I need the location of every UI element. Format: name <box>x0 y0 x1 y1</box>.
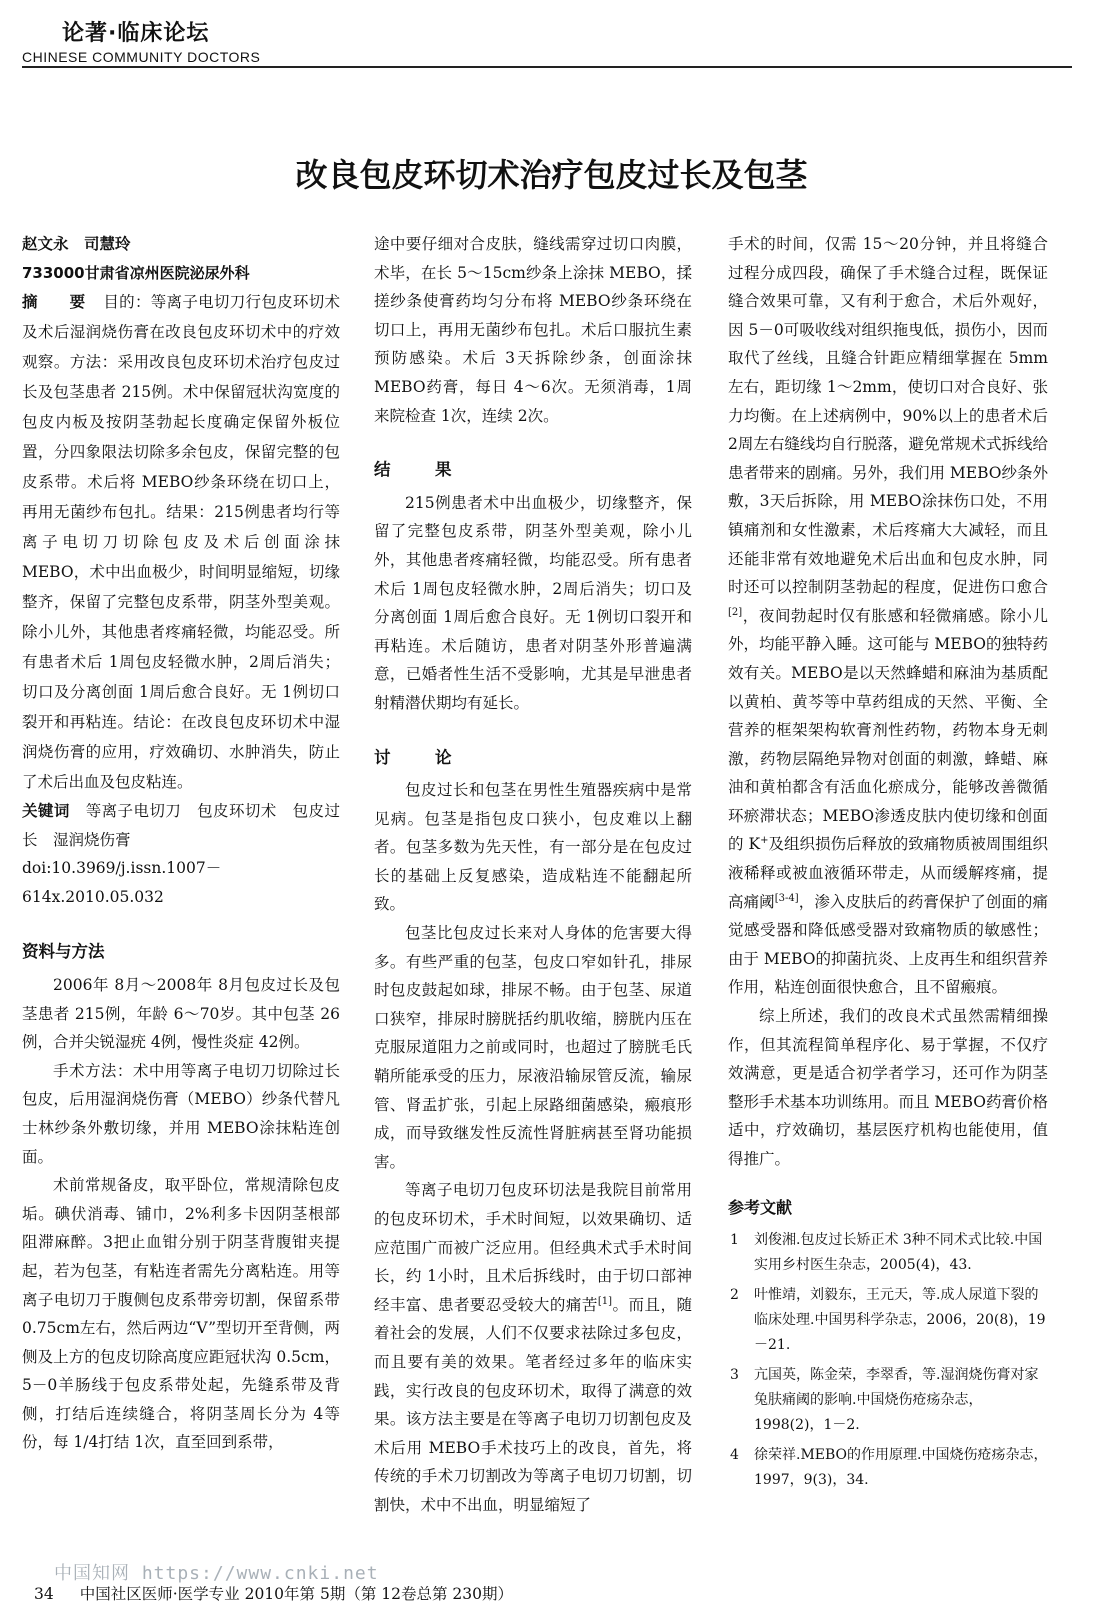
keywords-text: 等离子电切刀 包皮环切术 包皮过长 湿润烧伤膏 <box>22 802 340 849</box>
column-1 <box>22 230 340 1457</box>
reference-item <box>728 1363 1048 1438</box>
potassium-superscript: + <box>760 835 769 847</box>
reference-item <box>728 1443 1048 1493</box>
citation-3-4[interactable]: [3-4] <box>774 892 799 904</box>
affiliation: 733000甘肃省凉州医院泌尿外科 <box>22 263 250 282</box>
cnki-watermark: 中国知网 https://www.cnki.net <box>54 1563 379 1584</box>
methods-paragraph: 术前常规备皮，取平卧位，常规清除包皮垢。碘伏消毒、铺巾，2%利多卡因阴茎根部阻滞麻醉。3把止血钳分别于阴茎背腹钳夹提起，若为包茎，有粘连者需先分离粘连。用等离子电切刀于腹侧包皮系带旁切割，保留系带 0.75cm左右，然后两边“V”型切开至背侧，两侧及上方的包皮切除高度应距冠状沟 0.5cm，5－0羊肠线于包皮系带处起，先缝系带及背侧，打结后连续缝合，将阴茎周长分为 4等份，每 1/4打结 1次，直至回到系带， <box>22 1176 341 1452</box>
citation-1[interactable]: [1] <box>597 1295 613 1307</box>
discussion-continued <box>728 230 1048 1002</box>
discussion-text: 手术的时间，仅需 15～20分钟，并且将缝合过程分成四段，确保了手术缝合过程，既保证缝合效果可靠，又有利于愈合，术后外观好，因 5－0可吸收线对组织拖曳低，损伤小，因而取代了丝线，且缝合针距应精细掌握在 5mm左右，距切缘 1～2mm，使切口对合良好、张力均衡。在上述病例中，90%以上的患者术后 2周左右缝线均自行脱落，避免常规术式拆线给患者带来的剧痛。另外，我们用 MEBO纱条外敷，3天后拆除，用 MEBO涂抹伤口处，不用镇痛剂和女性激素，术后疼痛大大减轻，而且还能非常有效地避免术后出血和包皮水肿，同时还可以控制阴茎勃起的程度，促进伤口愈合 <box>728 235 1048 597</box>
reference-number: 3 <box>730 1367 739 1384</box>
references-heading: 参考文献 <box>728 1197 793 1217</box>
methods-paragraph: 2006年 8月～2008年 8月包皮过长及包茎患者 215例，年龄 6～70岁。其中包茎 26例，合并尖锐湿疣 4例，慢性炎症 42例。 <box>22 975 340 1052</box>
journal-name-en: CHINESE COMMUNITY DOCTORS <box>22 49 261 65</box>
journal-section-label: 论著·临床论坛 <box>62 21 210 46</box>
reference-number: 1 <box>730 1232 739 1249</box>
page-number: 34 <box>34 1585 54 1603</box>
column-2 <box>374 230 692 1520</box>
discussion-text: ，渗入皮肤后的药膏保护了创面的痛觉感受器和降低感受器对致痛物质的敏感性；由于 MEBO的抑菌抗炎、上皮再生和组织营养作用，粘连创面很快愈合，且不留瘢痕。 <box>728 892 1048 997</box>
discussion-heading: 讨 论 <box>374 747 466 767</box>
reference-text: 亢国英，陈金荣，李翠香，等.湿润烧伤膏对家兔肤痛阈的影响.中国烧伤疮疡杂志，1998(2)，1－2. <box>754 1367 1039 1434</box>
keywords-label: 关键词 <box>22 802 70 821</box>
discussion-paragraph: 包皮过长和包茎在男性生殖器疾病中是常见病。包茎是指包皮口狭小，包皮难以上翻者。包茎多数为先天性，有一部分是在包皮过长的基础上反复感染，造成粘连不能翻起所致。 <box>374 781 692 914</box>
reference-text: 徐荣祥.MEBO的作用原理.中国烧伤疮疡杂志，1997，9(3)，34. <box>754 1447 1048 1489</box>
discussion-text: 。而且，随着社会的发展，人们不仅要求祛除过多包皮，而且要有美的效果。笔者经过多年的临床实践，实行改良的包皮环切术，取得了满意的效果。该方法主要是在等离子电切刀切割包皮及术后用 MEBO手术技巧上的改良，首先，将传统的手术刀切割改为等离子电切刀切割，切割快，术中不出血，明显缩短了 <box>374 1295 692 1514</box>
column-3 <box>728 230 1048 1498</box>
abstract-label: 摘 要 <box>22 293 94 312</box>
abstract <box>22 287 340 797</box>
methods-paragraph: 手术方法：术中用等离子电切刀切除过长包皮，后用湿润烧伤膏（MEBO）纱条代替凡士林纱条外敷切缘，并用 MEBO涂抹粘连创面。 <box>22 1061 340 1166</box>
discussion-paragraph: 包茎比包皮过长来对人身体的危害要大得多。有些严重的包茎，包皮口窄如针孔，排尿时包皮鼓起如球，排尿不畅。由于包茎、尿道口狭窄，排尿时膀胱括约肌收缩，膀胱内压在克服尿道阻力之前或同时，也超过了膀胱毛氏鞘所能承受的压力，尿液沿输尿管反流，输尿管、肾盂扩张，引起上尿路细菌感染，瘢痕形成，而导致继发性反流性肾脏病甚至肾功能损害。 <box>374 924 692 1171</box>
reference-text: 叶惟靖，刘毅东，王元天，等.成人尿道下裂的临床处理.中国男科学杂志，2006，20(8)，19－21. <box>754 1287 1046 1354</box>
doi: doi:10.3969/j.issn.1007－614x.2010.05.032 <box>22 859 222 907</box>
discussion-text: 及组织损伤后释放的致痛物质被周围组织液稀释或被血液循环带走，从而缓解疼痛，提高痛阈 <box>728 835 1048 911</box>
reference-item <box>728 1228 1048 1278</box>
citation-2[interactable]: [2] <box>728 606 743 618</box>
header-rule <box>22 66 1072 68</box>
abstract-text: 目的：等离子电切刀行包皮环切术及术后湿润烧伤膏在改良包皮环切术中的疗效观察。方法：采用改良包皮环切术治疗包皮过长及包茎患者 215例。术中保留冠状沟宽度的包皮内板及按阴茎勃起长度确定保留外板位置，分四象限法切除多余包皮，保留完整的包皮系带。术后将 MEBO纱条环绕在切口上，再用无菌纱布包扎。结果：215例患者均行等离子电切刀切除包皮及术后创面涂抹 MEBO，术中出血极少，时间明显缩短，切缘整齐，保留了完整包皮系带，阴茎外型美观。除小儿外，其他患者疼痛轻微，均能忍受。所有患者术后 1周包皮轻微水肿，2周后消失；切口及分离创面 1周后愈合良好。无 1例切口裂开和再粘连。结论：在改良包皮环切术中湿润烧伤膏的应用，疗效确切、水肿消失，防止了术后出血及包皮粘连。 <box>22 293 340 792</box>
keywords <box>22 797 340 854</box>
discussion-paragraph <box>374 1176 692 1519</box>
authors: 赵文永 司慧玲 <box>22 235 131 253</box>
discussion-text: 等离子电切刀包皮环切法是我院目前常用的包皮环切术，手术时间短，以效果确切、适应范围广而被广泛应用。但经典术式手术时间长，约 1小时，且术后拆线时，由于切口部神经丰富、患者要忍受较大的痛苦 <box>374 1181 692 1314</box>
methods-heading: 资料与方法 <box>22 942 105 962</box>
reference-number: 4 <box>730 1447 739 1464</box>
reference-item <box>728 1283 1048 1358</box>
reference-number: 2 <box>730 1287 739 1304</box>
page-footer <box>34 1582 513 1604</box>
results-heading: 结 果 <box>374 460 466 480</box>
reference-text: 刘俊湘.包皮过长矫正术 3种不同术式比较.中国实用乡村医生杂志，2005(4)，43. <box>754 1232 1043 1274</box>
footer-journal-info: 中国社区医师·医学专业 2010年第 5期（第 12卷总第 230期） <box>79 1585 513 1603</box>
discussion-text: ，夜间勃起时仅有胀感和轻微痛感。除小儿外，均能平静入睡。这可能与 MEBO的独特药效有关。MEBO是以天然蜂蜡和麻油为基质配以黄柏、黄芩等中草药组成的天然、平衡、全营养的框架架构软膏剂性药物，药物本身无刺激，药物层隔绝异物对创面的刺激，蜂蜡、麻油和黄柏都含有活血化瘀成分，能够改善微循环瘀滞状态；MEBO渗透皮肤内使切缘和创面的 K <box>728 606 1048 854</box>
article-title: 改良包皮环切术治疗包皮过长及包茎 <box>295 156 808 194</box>
conclusion-paragraph: 综上所述，我们的改良术式虽然需精细操作，但其流程简单程序化、易于掌握，不仅疗效满意，更是适合初学者学习，还可作为阴茎整形手术基本功训练用。而且 MEBO药膏价格适中，疗效确切，基层医疗机构也能使用，值得推广。 <box>728 1007 1048 1168</box>
methods-continued: 途中要仔细对合皮肤，缝线需穿过切口肉膜，术毕，在长 5～15cm纱条上涂抹 MEBO，揉搓纱条使膏药均匀分布将 MEBO纱条环绕在切口上，再用无菌纱布包扎。术后口服抗生素预防感染。术后 3天拆除纱条，创面涂抹 MEBO药膏，每日 4～6次。无须消毒，1周来院检查 1次，连续 2次。 <box>374 235 692 425</box>
results-paragraph: 215例患者术中出血极少，切缘整齐，保留了完整包皮系带，阴茎外型美观，除小儿外，其他患者疼痛轻微，均能忍受。所有患者术后 1周包皮轻微水肿，2周后消失；切口及分离创面 1周后愈合良好。无 1例切口裂开和再粘连。术后随访，患者对阴茎外形普遍满意，已婚者性生活不受影响，尤其是早泄患者射精潜伏期均有延长。 <box>374 493 692 712</box>
